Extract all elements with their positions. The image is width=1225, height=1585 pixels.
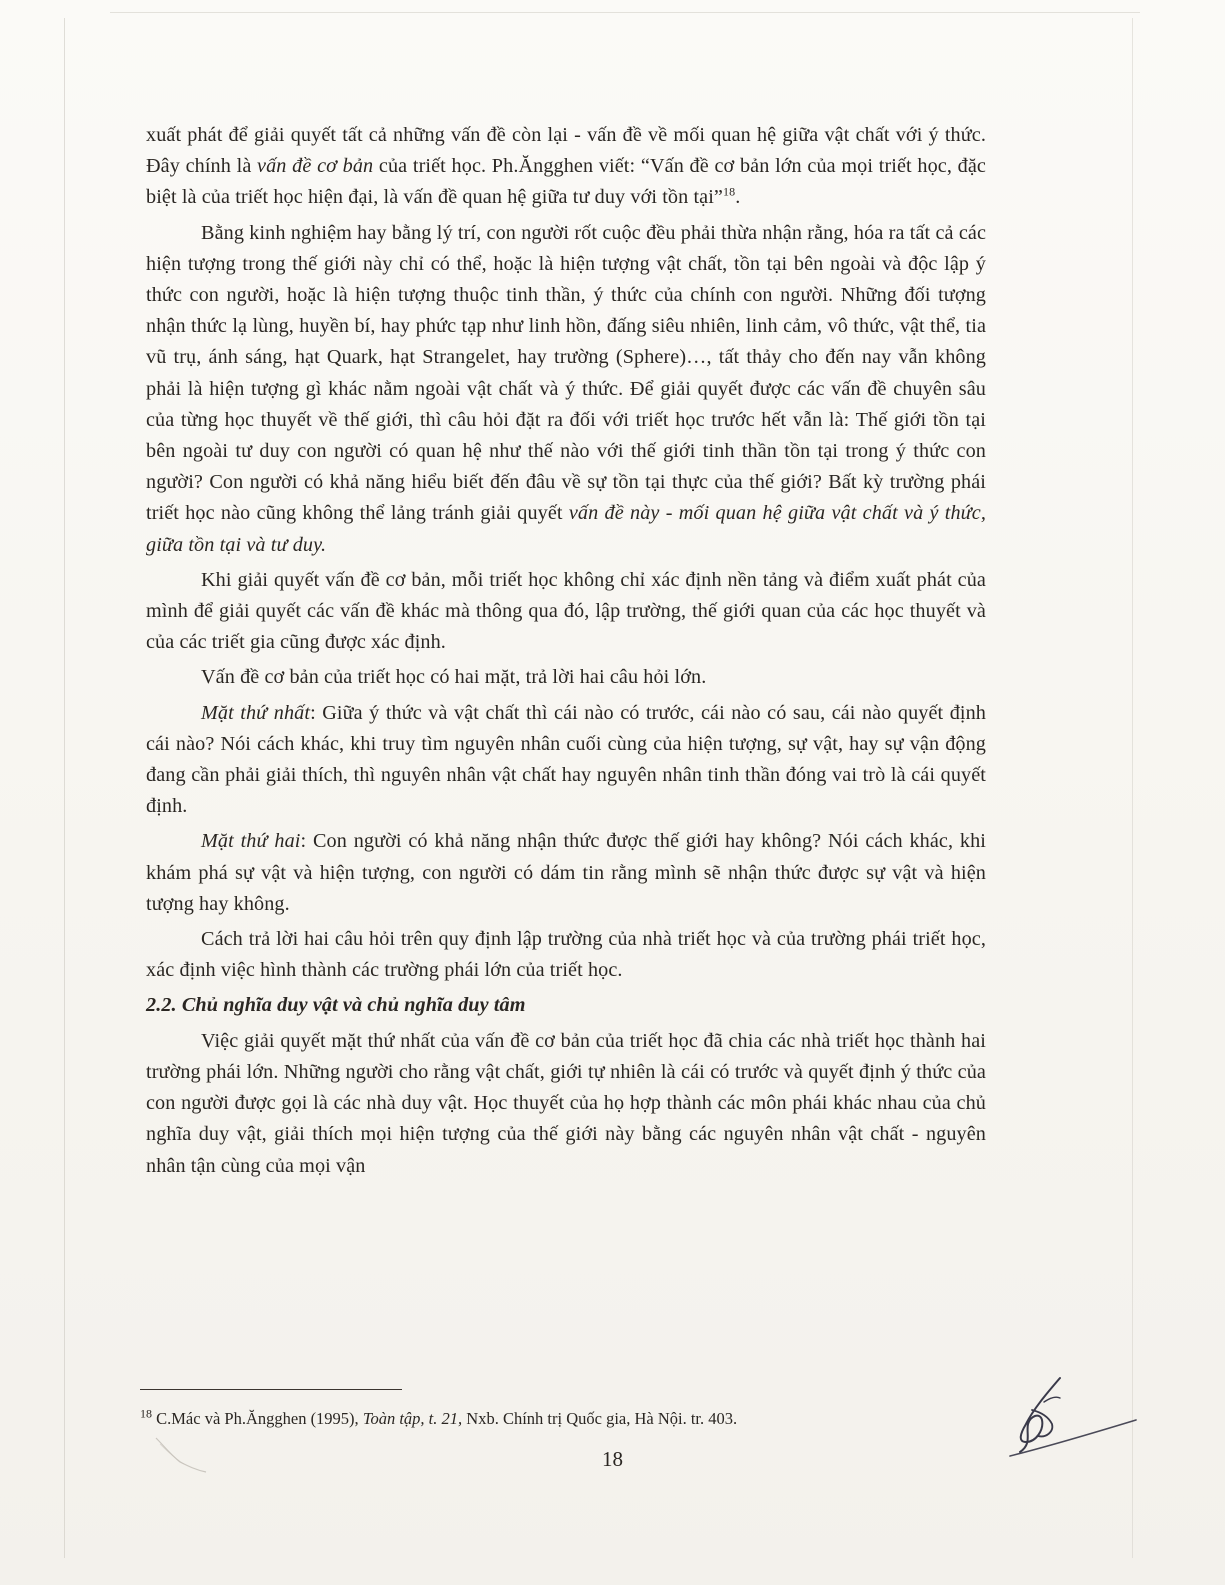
paragraph [146, 662, 986, 693]
footnote-number: 18 [140, 1406, 152, 1421]
text-run: : Con người có khả năng nhận thức được thế giới hay không? Nói cách khác, khi khám phá sự vật và hiện tượng, con người có dám tin rằng mình sẽ nhận thức được sự vật và hiện tượng hay không. [146, 830, 986, 915]
text-run: Vấn đề cơ bản của triết học có hai mặt, trả lời hai câu hỏi lớn. [201, 666, 707, 689]
paragraph [146, 120, 986, 214]
text-run: của triết học. Ph.Ăngghen viết: “Vấn đề cơ bản lớn của mọi triết học, đặc biệt là của triết học hiện đại, là vấn đề quan hệ giữa tư duy với tồn tại” [146, 155, 986, 209]
footnote-text-after: Nxb. Chính trị Quốc gia, Hà Nội. tr. 403. [462, 1409, 738, 1428]
paragraph [146, 698, 986, 823]
italic-text: vấn đề cơ bản [257, 155, 374, 178]
text-run: Bằng kinh nghiệm hay bằng lý trí, con người rốt cuộc đều phải thừa nhận rằng, hóa ra tất cả các hiện tượng trong thế giới này chỉ có thể, hoặc là hiện tượng vật chất, tồn tại bên ngoài và độc lập ý thức con người, hoặc là hiện tượng thuộc tinh thần, ý thức của chính con người. Những đối tượng nhận thức lạ lùng, huyền bí, hay phức tạp như linh hồn, đấng siêu nhiên, linh cảm, vô thức, vật thể, tia vũ trụ, ánh sáng, hạt Quark, hạt Strangelet, hay trường (Sphere)…, tất thảy cho đến nay vẫn không phải là hiện tượng gì khác nằm ngoài vật chất và ý thức. Để giải quyết được các vấn đề chuyên sâu của từng học thuyết về thế giới, thì câu hỏi đặt ra đối với triết học trước hết vẫn là: Thế giới tồn tại bên ngoài tư duy con người có quan hệ như thế nào với thế giới tinh thần tồn tại trong ý thức con người? Con người có khả năng hiểu biết đến đâu về sự tồn tại thực của thế giới? Bất kỳ trường phái triết học nào cũng không thể lảng tránh giải quyết [146, 221, 986, 525]
footnote-text-italic: Toàn tập, t. 21, [362, 1409, 463, 1428]
text-run: xuất phát để giải quyết tất cả những vấn đề còn lại - vấn đề về mối quan hệ giữa vật chất với ý thức. Đây chính là [146, 124, 986, 178]
paragraph [146, 565, 986, 659]
scan-edge-right [1132, 18, 1133, 1558]
italic-text: 2.2. Chủ nghĩa duy vật và chủ nghĩa duy tâm [146, 994, 526, 1017]
text-run: Cách trả lời hai câu hỏi trên quy định lập trường của nhà triết học và của trường phái triết học, xác định việc hình thành các trường phái lớn của triết học. [146, 928, 986, 982]
italic-text: Mặt thứ nhất [201, 701, 311, 724]
footnote-text-before: C.Mác và Ph.Ăngghen (1995), [152, 1409, 363, 1428]
italic-text: Mặt thứ hai [201, 830, 301, 853]
scan-smudge [150, 1432, 220, 1482]
scan-edge-left [64, 18, 65, 1558]
text-run: : Giữa ý thức và vật chất thì cái nào có trước, cái nào có sau, cái nào quyết định cái nào? Nói cách khác, khi truy tìm nguyên nhân cuối cùng của hiện tượng, sự vật, hay sự vận động đang cần phải giải thích, thì nguyên nhân vật chất hay nguyên nhân tinh thần đóng vai trò là cái quyết định. [146, 701, 986, 818]
section-heading [146, 990, 986, 1021]
body-text [146, 120, 986, 1186]
text-run: Khi giải quyết vấn đề cơ bản, mỗi triết học không chỉ xác định nền tảng và điểm xuất phát của mình để giải quyết các vấn đề khác mà thông qua đó, lập trường, thế giới quan của các học thuyết và của các triết gia cũng được xác định. [146, 568, 986, 654]
footnote [140, 1408, 900, 1430]
text-run: . [735, 186, 741, 209]
paragraph [146, 218, 986, 561]
paragraph [146, 924, 986, 986]
page-number: 18 [602, 1447, 623, 1471]
footnote-reference: 18 [723, 184, 736, 199]
footnote-divider [140, 1389, 402, 1390]
handwritten-signature [990, 1372, 1140, 1462]
scan-edge-top [110, 12, 1140, 13]
italic-text: vấn đề này - mối quan hệ giữa vật chất và ý thức, giữa tồn tại và tư duy. [146, 502, 986, 556]
text-run: Việc giải quyết mặt thứ nhất của vấn đề cơ bản của triết học đã chia các nhà triết học thành hai trường phái lớn. Những người cho rằng vật chất, giới tự nhiên là cái có trước và quyết định ý thức của con người được gọi là các nhà duy vật. Học thuyết của họ hợp thành các môn phái khác nhau của chủ nghĩa duy vật, giải thích mọi hiện tượng của thế giới này bằng các nguyên nhân vật chất - nguyên nhân tận cùng của mọi vận [146, 1029, 986, 1177]
paragraph [146, 826, 986, 920]
paragraph [146, 1026, 986, 1182]
